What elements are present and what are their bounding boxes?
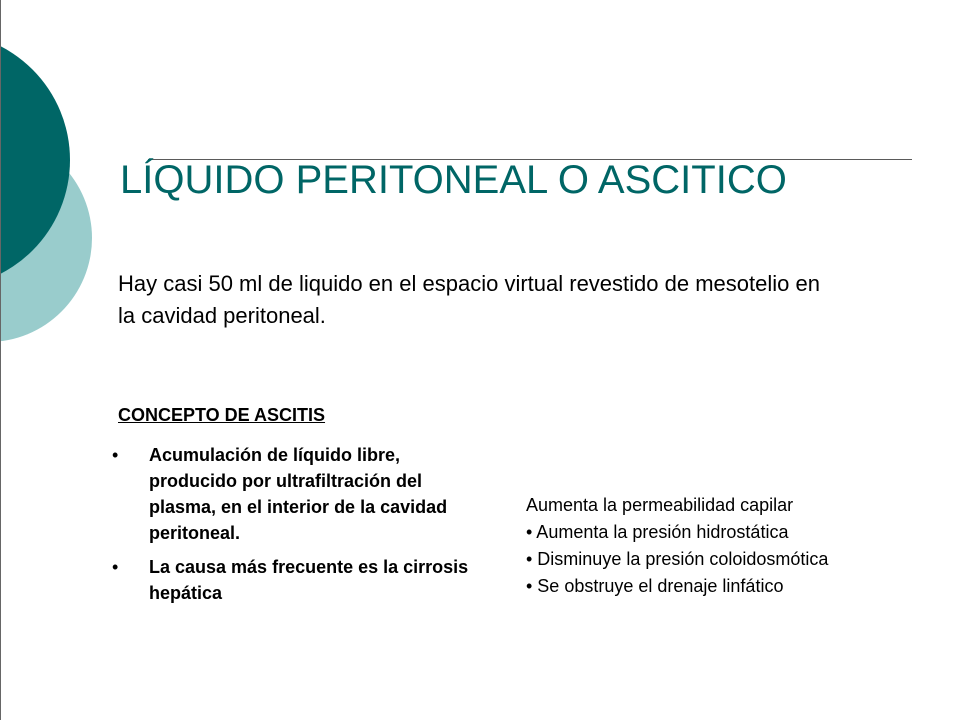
bullet-item bbox=[112, 442, 472, 546]
causes-list bbox=[526, 492, 946, 600]
concept-bullet-list bbox=[112, 442, 472, 614]
bullet-marker: • bbox=[112, 557, 119, 577]
cause-item: • Aumenta la presión hidrostática bbox=[526, 522, 789, 542]
bullet-text: Acumulación de líquido libre, producido por ultrafiltración del plasma, en el interior de la cavidad peritoneal. bbox=[149, 445, 448, 543]
cause-item: • Disminuye la presión coloidosmótica bbox=[526, 549, 829, 569]
bullet-text: La causa más frecuente es la cirrosis hepática bbox=[149, 557, 469, 603]
intro-paragraph: Hay casi 50 ml de liquido en el espacio virtual revestido de mesotelio en la cavidad peritoneal. bbox=[118, 271, 820, 328]
bullet-item bbox=[112, 554, 472, 606]
bullet-marker: • bbox=[112, 445, 119, 465]
cause-item: • Se obstruye el drenaje linfático bbox=[526, 576, 784, 596]
cause-item: Aumenta la permeabilidad capilar bbox=[526, 495, 794, 515]
concept-heading: CONCEPTO DE ASCITIS bbox=[118, 405, 326, 425]
slide-title: LÍQUIDO PERITONEAL O ASCITICO bbox=[120, 158, 787, 202]
